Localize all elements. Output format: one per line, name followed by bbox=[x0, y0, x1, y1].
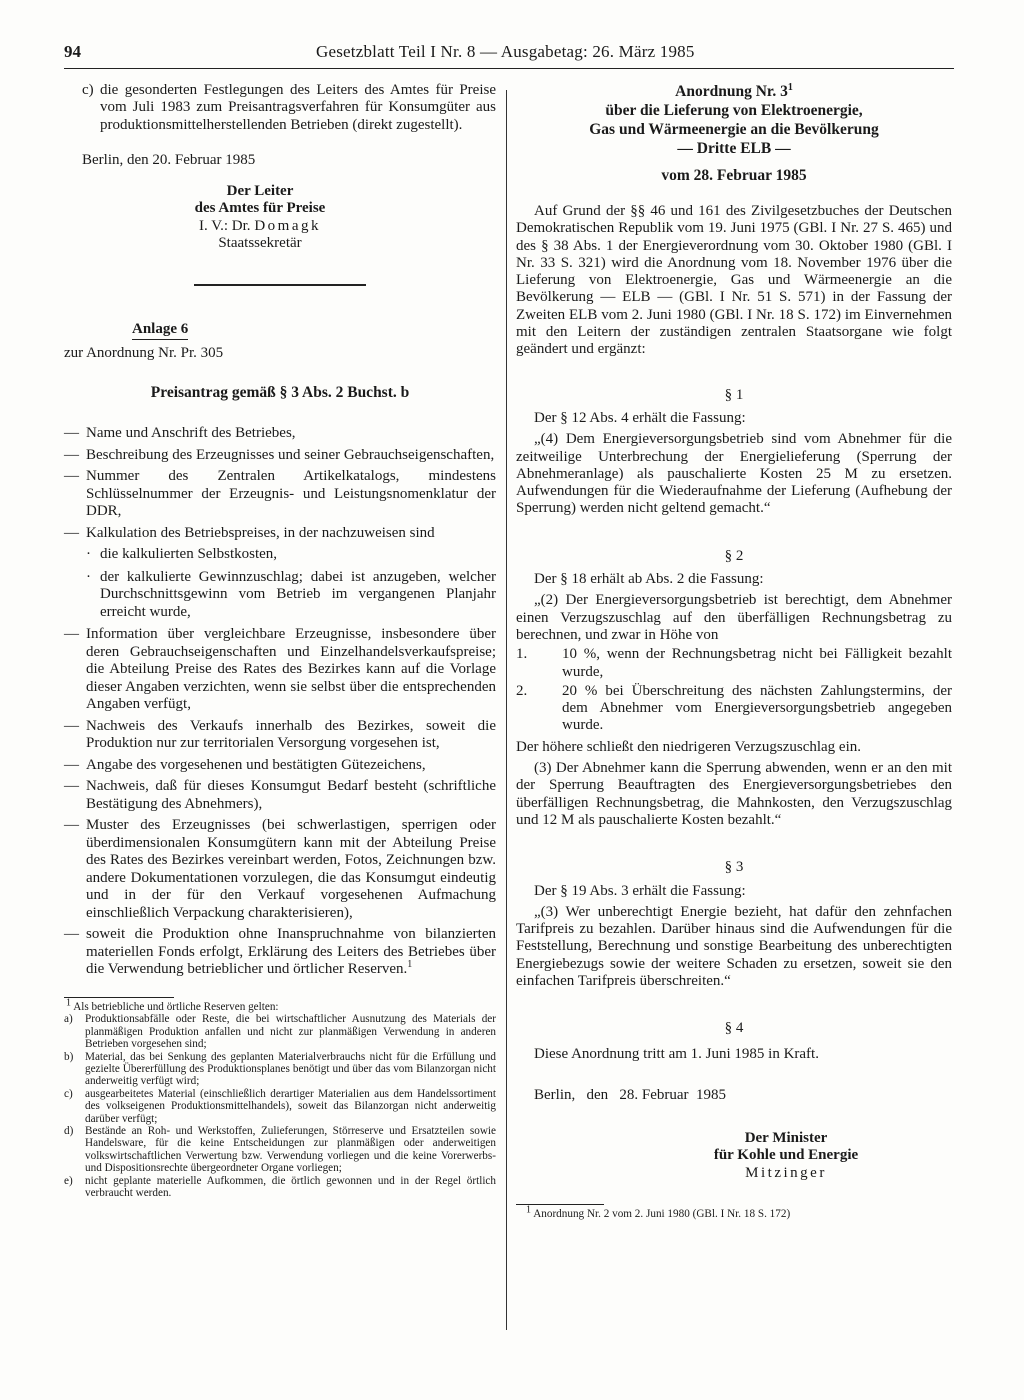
ordinance-title-line-4: — Dritte ELB — bbox=[677, 140, 791, 157]
section-4-text: Diese Anordnung tritt am 1. Juni 1985 in Kraft. bbox=[534, 1045, 819, 1062]
section-1-intro: Der § 12 Abs. 4 erhält die Fassung: bbox=[534, 409, 746, 426]
item-c bbox=[64, 82, 496, 134]
item-c-label: c) bbox=[82, 82, 94, 98]
title-footnote-marker: 1 bbox=[787, 81, 793, 93]
ordinance-title bbox=[516, 82, 952, 185]
footnote-item: a) Produktionsabfälle oder Reste, die bei wirtschaftlicher Ausnutzung des Materials der planmäßigen Produktion anfallen und nicht zur planmäßigen Verwendung in anderen Betrieben vorgesehen sind; bbox=[64, 1013, 496, 1051]
signature-block bbox=[656, 1130, 916, 1182]
list-item: — Nachweis, daß für dieses Konsumgut Bedarf besteht (schriftliche Bestätigung des Abnehmers), bbox=[64, 778, 496, 812]
right-column bbox=[516, 82, 952, 1220]
footnote-item: b) Material, das bei Senkung des geplanten Materialverbrauchs nicht für die Erfüllung und gezielte Übererfüllung des Produktionsplanes benötigt und über das vom Bilanzorgan nicht anderweitig verfügt wird; bbox=[64, 1050, 496, 1088]
ordinance-title-line-2: über die Lieferung von Elektroenergie, bbox=[605, 102, 863, 119]
section-2-after: Der höhere schließt den niedrigeren Verzugszuschlag ein. bbox=[516, 738, 862, 755]
footnote: 1 Anordnung Nr. 2 vom 2. Juni 1980 (GBl. I Nr. 18 S. 172) bbox=[526, 1204, 791, 1221]
signer-role: Staatssekretär bbox=[218, 235, 302, 252]
gazette-title: Gesetzblatt Teil I Nr. 8 — Ausgabetag: 26. März 1985 bbox=[316, 42, 695, 61]
list-item: — Information über vergleichbare Erzeugnisse, insbesondere über deren Gebrauchseigenschaften und Einzelhandelsverkaufspreise; die Abteilung Preise des Rates des Bezirkes kann auf die Vorlage dieser Angaben verzichten, wenn sie selbst über die entsprechenden Angaben verfügt, bbox=[64, 626, 496, 713]
section-3-heading: § 3 bbox=[724, 859, 744, 876]
footnote-intro: 1 Als betriebliche und örtliche Reserven gelten: bbox=[66, 997, 279, 1013]
signer-name-prefix: I. V.: Dr. bbox=[199, 217, 251, 234]
list-item: — Nachweis des Verkaufs innerhalb des Bezirkes, soweit die Produktion nur zur territorialen Versorgung vorgesehen ist, bbox=[64, 717, 496, 752]
list-item: 1. 10 %, wenn der Rechnungsbetrag nicht bei Fälligkeit bezahlt wurde, bbox=[516, 646, 952, 680]
signer-name-line bbox=[134, 218, 386, 235]
calculation-sublist bbox=[64, 546, 496, 621]
footnote-marker: 1 bbox=[407, 959, 413, 971]
list-item: — Angabe des vorgesehenen und bestätigten Gütezeichens, bbox=[64, 756, 426, 773]
section-1-text: „(4) Dem Energieversorgungsbetrieb sind vom Abnehmer für die zeitweilige Unterbrechung der Energielieferung (Sperrung der Abnehmeranlage) als pauschalierte Kosten 25 M zu ersetzen. Aufwendungen für die Wiederaufnahme der Lieferung (Aufhebung der Sperrung) werden nicht geltend gemacht.“ bbox=[516, 431, 952, 517]
list-item: — Muster des Erzeugnisses (bei schwerlastigen, sperrigen oder überdimensionalen Konsumgütern kann mit der Abteilung Preise des Rates des Bezirkes vereinbart werden, Fotos, Zeichnungen bzw. andere Dokumentationen vorzulegen, die das Konsumgut eindeutig und in der für den Verkauf vorgesehenen Aufmachung einschließlich Verpackung charakterisieren), bbox=[64, 817, 496, 921]
annex-reference: zur Anordnung Nr. Pr. 305 bbox=[64, 344, 224, 361]
annex-title: Anlage 6 bbox=[132, 321, 188, 340]
signer-title-2: des Amtes für Preise bbox=[194, 200, 326, 217]
date-line: Berlin, den 28. Februar 1985 bbox=[534, 1086, 727, 1103]
footnotes bbox=[64, 997, 496, 1200]
signer-name: Domagk bbox=[254, 217, 321, 234]
ordinance-title-line-3: Gas und Wärmeenergie an die Bevölkerung bbox=[589, 121, 879, 138]
signer-title-1: Der Minister bbox=[744, 1130, 828, 1147]
footnote-item: e) nicht geplante materielle Aufkommen, die örtlich gewonnen und in der Regel örtlich verbraucht werden. bbox=[64, 1174, 496, 1200]
signature-rule-wrap bbox=[194, 284, 366, 286]
list-item: — Name und Anschrift des Betriebes, bbox=[64, 425, 296, 442]
annex-heading bbox=[64, 320, 496, 340]
section-2-text: „(2) Der Energieversorgungsbetrieb ist berechtigt, dem Abnehmer einen Verzugszuschlag auf den überfälligen Rechnungsbetrag zu berechnen, und zwar in Höhe von bbox=[516, 592, 952, 643]
list-item: — soweit die Produktion ohne Inanspruchnahme von bilanzierten materiellen Fonds erfolgt, Erklärung des Leiters des Betriebes über die Verwendung betrieblicher und örtlicher Reserven.$^1$ bbox=[64, 926, 496, 978]
signature-rule bbox=[194, 284, 366, 286]
section-title: Preisantrag gemäß § 3 Abs. 2 Buchst. b bbox=[150, 384, 410, 402]
section-2-para-3: (3) Der Abnehmer kann die Sperrung abwenden, wenn er an den mit der Sperrung Beauftragten des Energieversorgungsbetriebes den überfälligen Rechnungsbetrag, die Mahnkosten, den Verzugszuschlag und 12 M als pauschalierte Kosten bezahlt.“ bbox=[516, 760, 952, 828]
page-header bbox=[64, 40, 954, 69]
list-item: — Nummer des Zentralen Artikelkatalogs, mindestens Schlüsselnummer der Erzeugnis- und Leistungsnomenklatur der DDR, bbox=[64, 468, 496, 520]
section-3-intro: Der § 19 Abs. 3 erhält die Fassung: bbox=[534, 882, 746, 899]
signer-title-1: Der Leiter bbox=[226, 183, 294, 200]
sublist-item: · die kalkulierten Selbstkosten, bbox=[86, 546, 278, 563]
column-divider bbox=[506, 90, 507, 1330]
date-line: Berlin, den 20. Februar 1985 bbox=[82, 151, 256, 168]
footnote-rule bbox=[64, 997, 174, 998]
list-item: 2. 20 % bei Überschreitung des nächsten Zahlungstermins, der dem Abnehmer vom Energieversorgungsbetrieb angegeben wurde. bbox=[516, 682, 952, 734]
item-c-text: die gesonderten Festlegungen des Leiters des Amtes für Preise vom Juli 1983 zum Preisantragsverfahren für Konsumgüter aus produktionsmittelherstellenden Betrieben (direkt zugestellt). bbox=[100, 82, 496, 133]
footnote-item: d) Bestände an Roh- und Werkstoffen, Zulieferungen, Störreserve und Ersatzteilen sowie Handelsware, für die keine Entscheidungen zur planmäßigen oder anderweitigen volkswirtschaftlichen Verwertung bzw. Verwendung vorliegen und die keine Vorerwerbs- und Dispositionsrechte übergeordneter Organe vorliegen; bbox=[64, 1125, 496, 1175]
signer-title-2: für Kohle und Energie bbox=[713, 1147, 859, 1164]
footnotes bbox=[516, 1204, 952, 1220]
section-2-heading: § 2 bbox=[724, 547, 744, 564]
footnote-item: c) ausgearbeitetes Material (einschließlich derartiger Materialien aus dem Handelssortiment des volkseigenen Produktionsmittelhandels), soweit das Bilanzorgan nicht anderweitig darüber verfügt; bbox=[64, 1087, 496, 1125]
requirements-list bbox=[64, 425, 496, 979]
ordinance-title-line-1: Anordnung Nr. $3^1$ bbox=[675, 81, 793, 100]
section-3-text: „(3) Wer unberechtigt Energie bezieht, hat dafür den zehnfachen Tarifpreis zu bezahlen. Darüber hinaus sind die Aufwendungen für die Feststellung, Berechnung und sonstige Bearbeitung des unberechtigten Energiebezugs sowie der weitere Schaden zu ersetzen, soweit sie den einfachen Tarifpreis überschreiten.“ bbox=[516, 903, 952, 989]
sublist-item: · der kalkulierte Gewinnzuschlag; dabei ist anzugeben, welcher Durchschnittsgewinn vom Betrieb im vergangenen Planjahr erreicht wurde, bbox=[86, 568, 496, 620]
section-4-heading: § 4 bbox=[724, 1020, 744, 1037]
surcharge-list bbox=[516, 646, 952, 734]
section-2-intro: Der § 18 erhält ab Abs. 2 die Fassung: bbox=[534, 571, 764, 588]
list-item: — Beschreibung des Erzeugnisses und seiner Gebrauchseigenschaften, bbox=[64, 446, 495, 463]
preamble: Auf Grund der §§ 46 und 161 des Zivilgesetzbuches der Deutschen Demokratischen Republik vom 19. Juni 1975 (GBl. I Nr. 27 S. 465) und des § 38 Abs. 1 der Energieverordnung vom 30. Oktober 1980 (GBl. I Nr. 33 S. 321) wird die Anordnung vom 18. November 1976 über die Lieferung von Elektroenergie, Gas und Wärmeenergie an die Bevölkerung — ELB — (GBl. I Nr. 51 S. 571) in der Fassung der Zweiten ELB vom 2. Juni 1980 (GBl. I Nr. 18 S. 172) im Einvernehmen mit den Leitern der zuständigen zentralen Staatsorgane wie folgt geändert und ergänzt: bbox=[516, 203, 952, 358]
section-1-heading: § 1 bbox=[724, 386, 744, 403]
signature-block bbox=[134, 183, 386, 252]
page-number: 94 bbox=[64, 42, 81, 61]
list-item: — Kalkulation des Betriebspreises, in der nachzuweisen sind · die kalkulierten Selbstkosten, · der kalkulierte Gewinnzuschlag; dabei ist anzugeben, welcher Durchschnittsgewinn vom Betrieb im vergangenen Planjahr erreicht wurde, bbox=[64, 524, 496, 620]
signer-name: Mitzinger bbox=[745, 1164, 827, 1181]
left-column bbox=[64, 82, 496, 1199]
ordinance-date: vom 28. Februar 1985 bbox=[661, 167, 807, 184]
